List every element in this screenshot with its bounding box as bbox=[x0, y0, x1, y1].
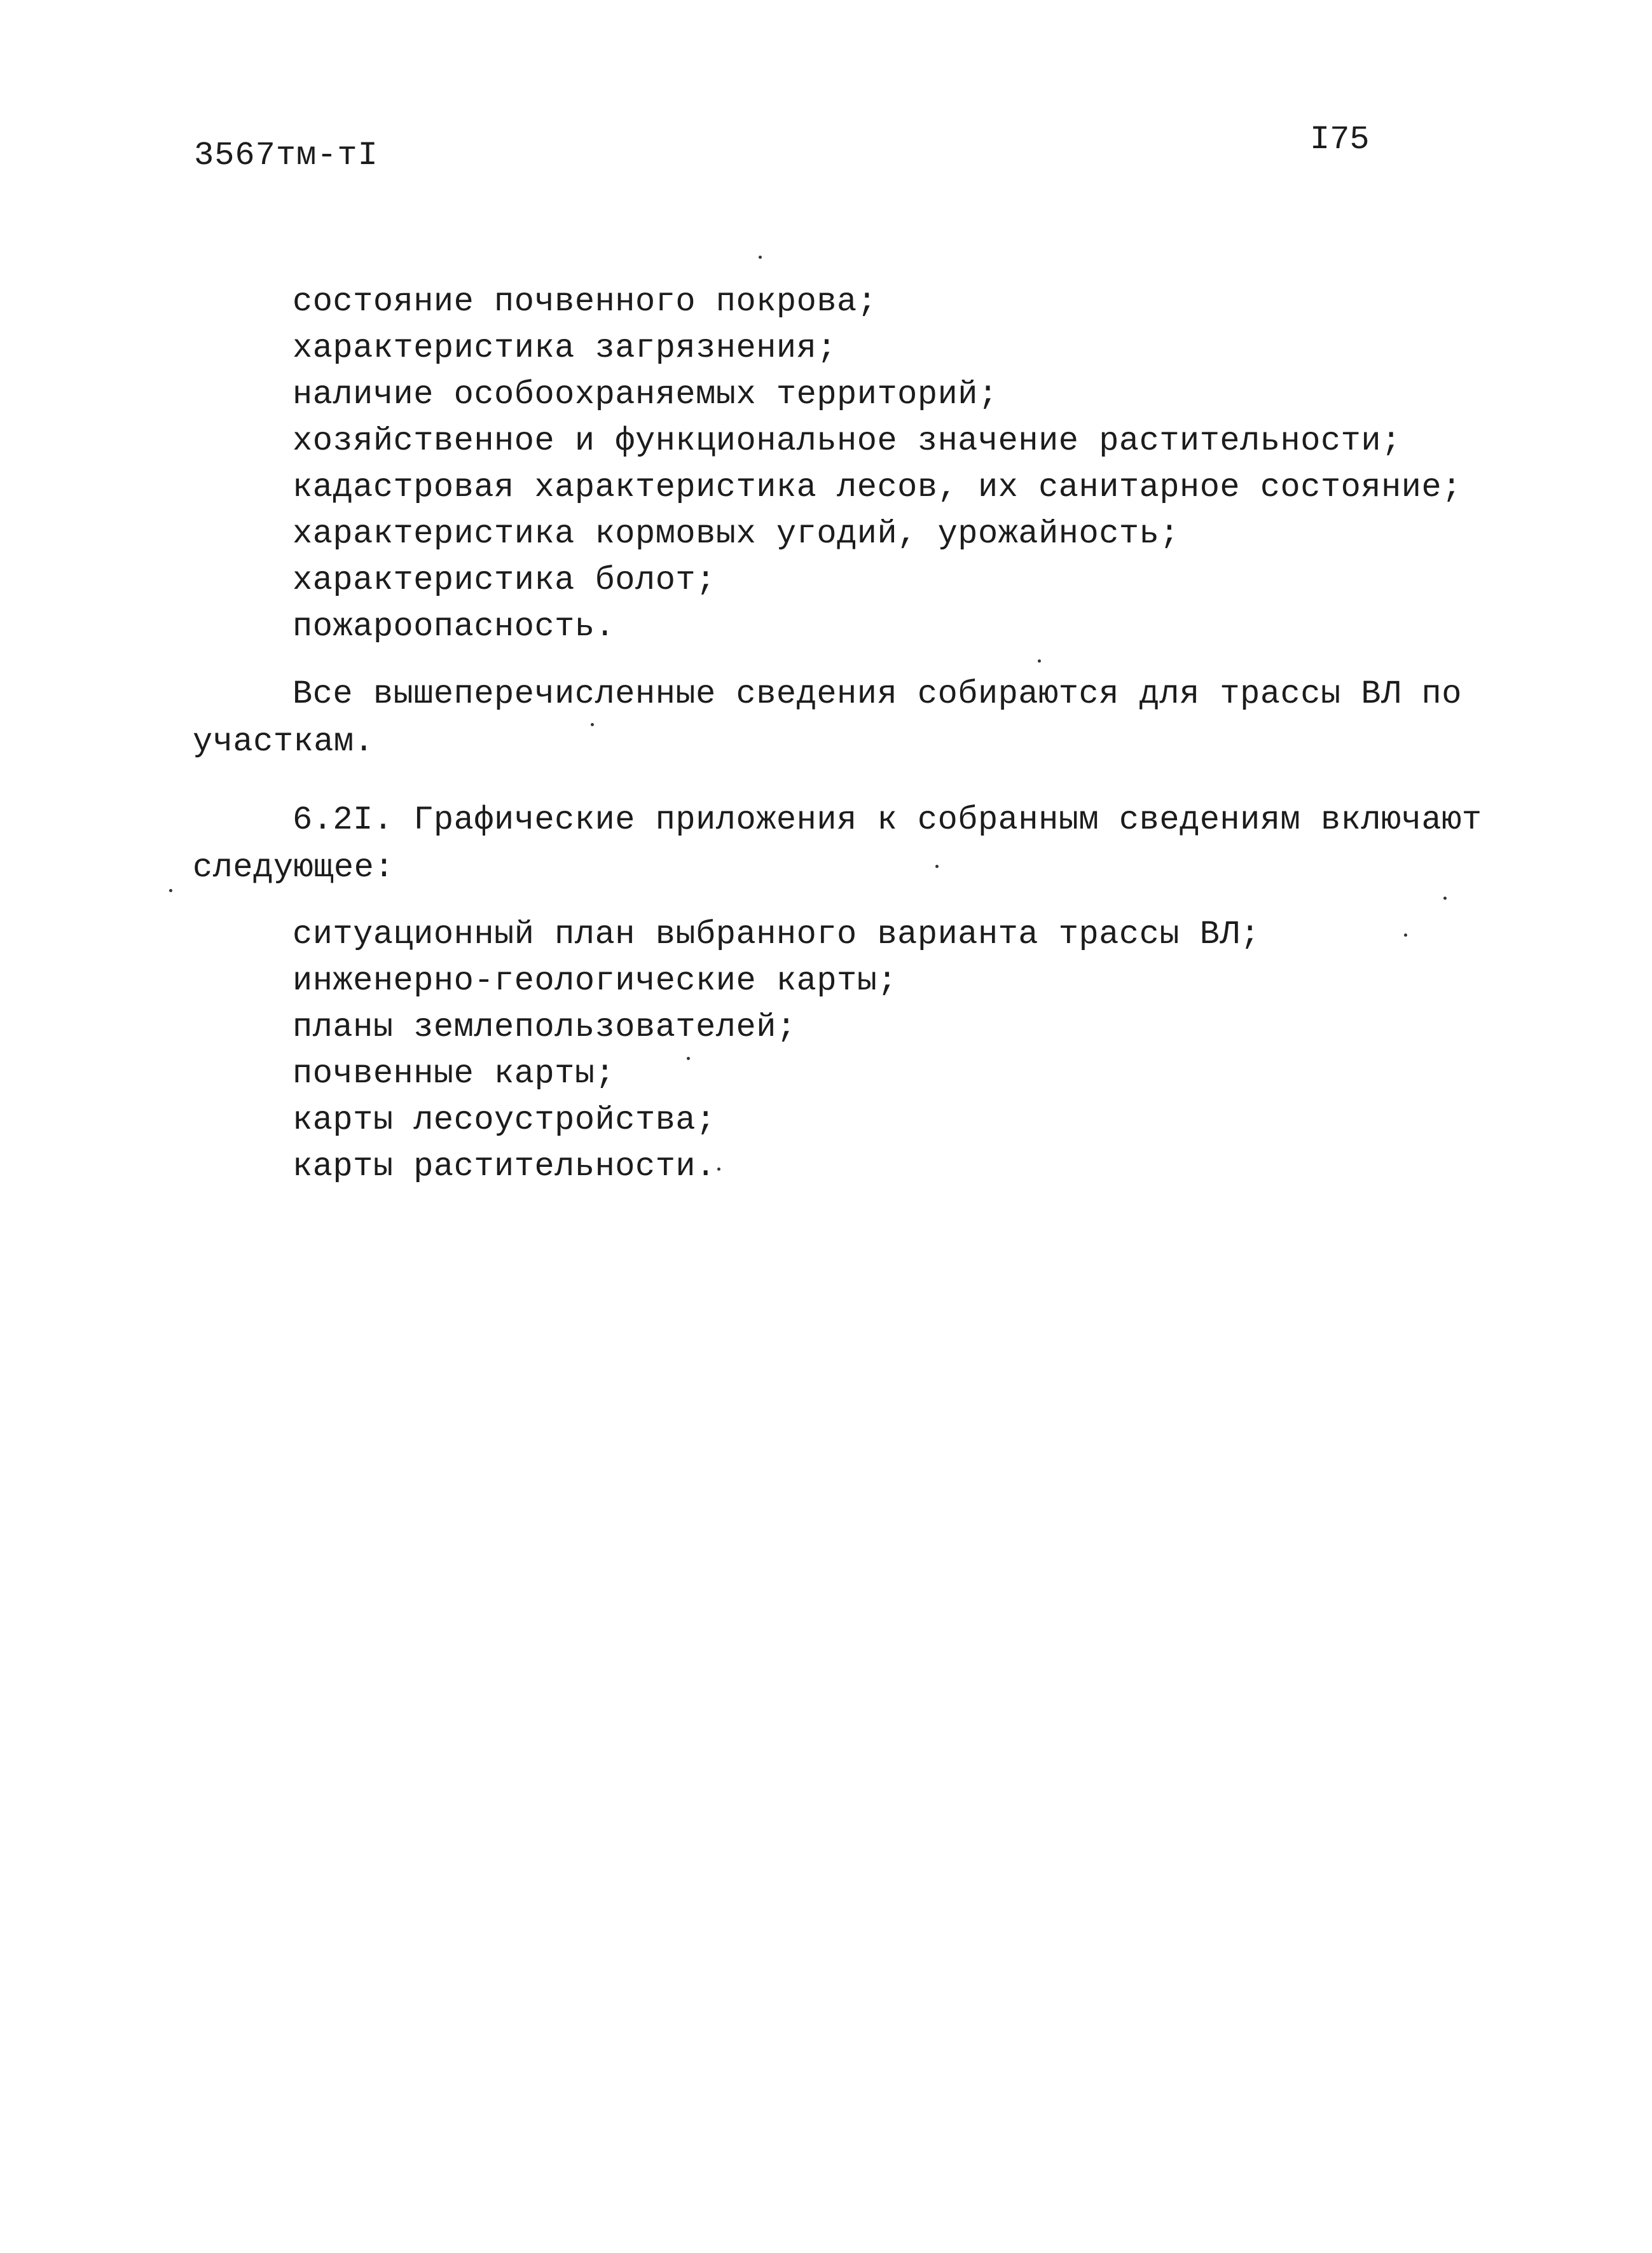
page-number: I75 bbox=[1310, 121, 1370, 158]
paragraph-line: участкам. bbox=[193, 723, 375, 761]
scan-speck bbox=[687, 1057, 690, 1060]
list-item: наличие особоохраняемых территорий; bbox=[293, 376, 998, 413]
list-item: хозяйственное и функциональное значение растительности; bbox=[293, 422, 1401, 460]
scan-speck bbox=[717, 1168, 720, 1171]
list-item: состояние почвенного покрова; bbox=[293, 283, 878, 320]
list-item: планы землепользователей; bbox=[293, 1009, 797, 1046]
list-item: характеристика болот; bbox=[293, 562, 716, 599]
list-item: карты растительности. bbox=[293, 1148, 716, 1185]
list-item: карты лесоустройства; bbox=[293, 1101, 716, 1139]
list-item: характеристика кормовых угодий, урожайность; bbox=[293, 515, 1180, 553]
scan-speck bbox=[169, 889, 172, 892]
section-heading-line: 6.2I. Графические приложения к собранным сведениям включают bbox=[293, 801, 1482, 839]
paragraph-line: Все вышеперечисленные сведения собираются для трассы ВЛ по bbox=[293, 675, 1462, 713]
list-item: кадастровая характеристика лесов, их санитарное состояние; bbox=[293, 469, 1462, 506]
scan-speck bbox=[1443, 897, 1447, 900]
list-item: почвенные карты; bbox=[293, 1055, 616, 1092]
list-item: инженерно-геологические карты; bbox=[293, 962, 898, 1000]
scan-speck bbox=[1404, 934, 1407, 937]
list-item: пожароопасность. bbox=[293, 608, 616, 645]
scan-speck bbox=[935, 865, 939, 868]
scan-speck bbox=[1038, 659, 1041, 663]
list-item: характеристика загрязнения; bbox=[293, 329, 837, 367]
section-heading-line: следующее: bbox=[193, 849, 395, 886]
document-code: 3567тм-тI bbox=[194, 137, 378, 174]
list-item: ситуационный план выбранного варианта трассы ВЛ; bbox=[293, 916, 1260, 953]
scan-speck bbox=[759, 256, 762, 259]
scan-speck bbox=[591, 723, 594, 726]
